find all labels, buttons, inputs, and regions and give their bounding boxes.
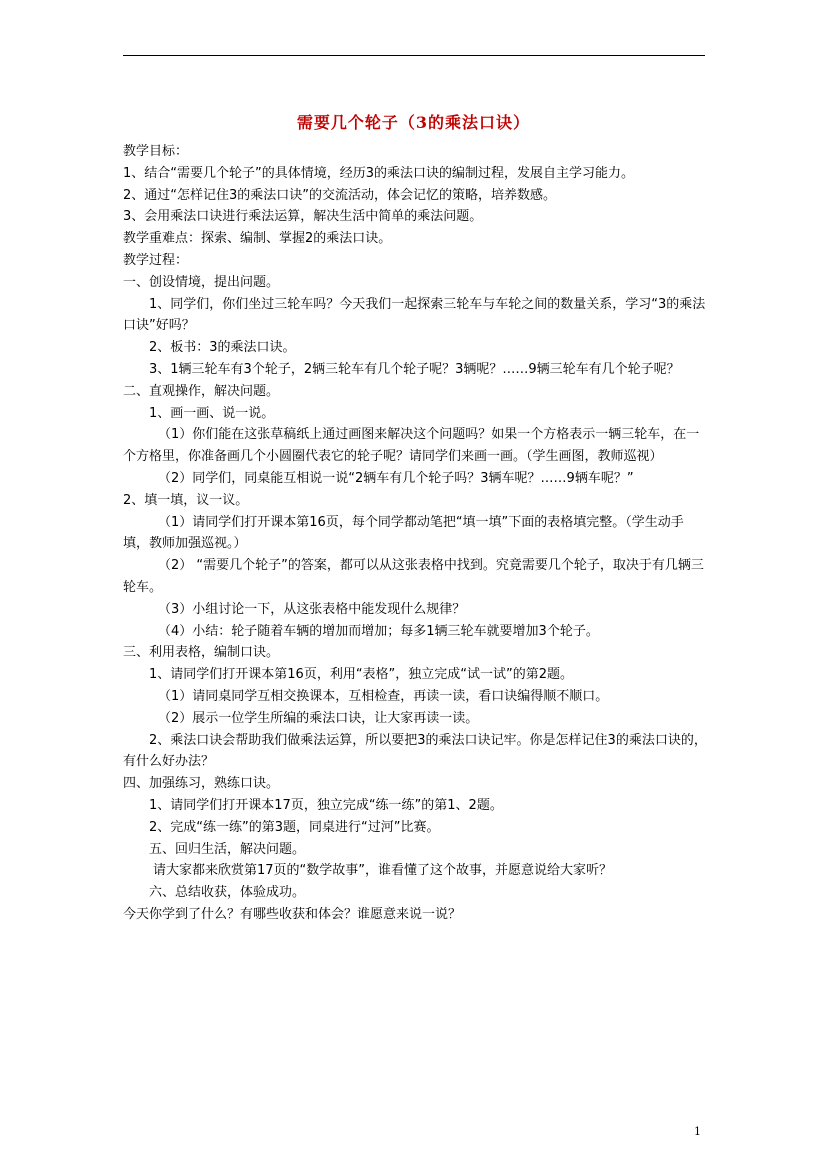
paragraph: 1、同学们，你们坐过三轮车吗？今天我们一起探索三轮车与车轮之间的数量关系，学习“3的乘法口诀”好吗？	[123, 296, 706, 334]
header-rule	[123, 55, 705, 56]
paragraph: 2、板书：3的乘法口诀。	[149, 340, 296, 356]
objective-item: 1、结合“需要几个轮子”的具体情境，经历3的乘法口诀的编制过程，发展自主学习能力。	[123, 165, 635, 181]
paragraph: 2、填一填，议一议。	[123, 492, 249, 508]
objective-item: 3、会用乘法口诀进行乘法运算，解决生活中简单的乘法问题。	[123, 209, 483, 225]
paragraph: 1、画一画、说一说。	[149, 405, 275, 421]
step-heading: 一、创设情境，提出问题。	[123, 274, 280, 290]
page-number: 1	[694, 1125, 701, 1138]
step-heading: 三、利用表格，编制口诀。	[123, 645, 280, 661]
step-heading: 五、回归生活，解决问题。	[149, 841, 306, 857]
paragraph: （1）请同桌同学互相交换课本，互相检查，再读一读，看口诀编得顺不顺口。	[158, 688, 609, 704]
paragraph: （2）同学们，同桌能互相说一说“2辆车有几个轮子吗？3辆车呢？……9辆车呢？”	[158, 470, 634, 486]
paragraph: （2）展示一位学生所编的乘法口诀，让大家再读一读。	[158, 710, 479, 726]
paragraph: 今天你学到了什么？有哪些收获和体会？谁愿意来说一说？	[123, 906, 462, 922]
paragraph: 1、请同学们打开课本第16页，利用“表格”，独立完成“试一试”的第2题。	[149, 667, 574, 683]
step-heading: 四、加强练习，熟练口诀。	[123, 776, 280, 792]
paragraph: 3、1辆三轮车有3个轮子，2辆三轮车有几个轮子呢？3辆呢？……9辆三轮车有几个轮子呢？	[149, 361, 680, 377]
paragraph: （2） “需要几个轮子”的答案，都可以从这张表格中找到。究竟需要几个轮子，取决于有几辆三轮车。	[123, 558, 704, 595]
paragraph: （4）小结：轮子随着车辆的增加而增加；每多1辆三轮车就要增加3个轮子。	[158, 623, 599, 639]
paragraph: 请大家都来欣赏第17页的“数学故事”，谁看懂了这个故事，并愿意说给大家听？	[153, 863, 613, 879]
paragraph: （1）请同学们打开课本第16页，每个同学都动笔把“填一填”下面的表格填完整。（学生动手填，教师加强巡视。）	[123, 514, 684, 552]
document-title: 需要几个轮子（3的乘法口诀）	[296, 113, 531, 132]
step-heading: 六、总结收获，体验成功。	[149, 885, 306, 901]
paragraph: （1）你们能在这张草稿纸上通过画图来解决这个问题吗？如果一个方格表示一辆三轮车，在一个方格里，你准备画几个小圆圈代表它的轮子呢？请同学们来画一画。（学生画图，教师巡视）	[123, 427, 700, 465]
key-difficulties: 教学重难点：探索、编制、掌握2的乘法口诀。	[123, 231, 392, 247]
paragraph: 2、乘法口诀会帮助我们做乘法运算，所以要把3的乘法口诀记牢。你是怎样记住3的乘法口诀的，有什么好办法？	[123, 732, 707, 770]
section-heading-process: 教学过程：	[123, 252, 189, 268]
paragraph: （3）小组讨论一下，从这张表格中能发现什么规律？	[158, 601, 466, 617]
objective-item: 2、通过“怎样记住3的乘法口诀”的交流活动，体会记忆的策略，培养数感。	[123, 187, 557, 203]
paragraph: 2、完成“练一练”的第3题，同桌进行“过河”比赛。	[149, 819, 440, 835]
step-heading: 二、直观操作，解决问题。	[123, 383, 280, 399]
paragraph: 1、请同学们打开课本17页，独立完成“练一练”的第1、2题。	[149, 797, 503, 813]
document-body	[123, 141, 709, 926]
section-heading-objectives: 教学目标：	[123, 144, 189, 159]
